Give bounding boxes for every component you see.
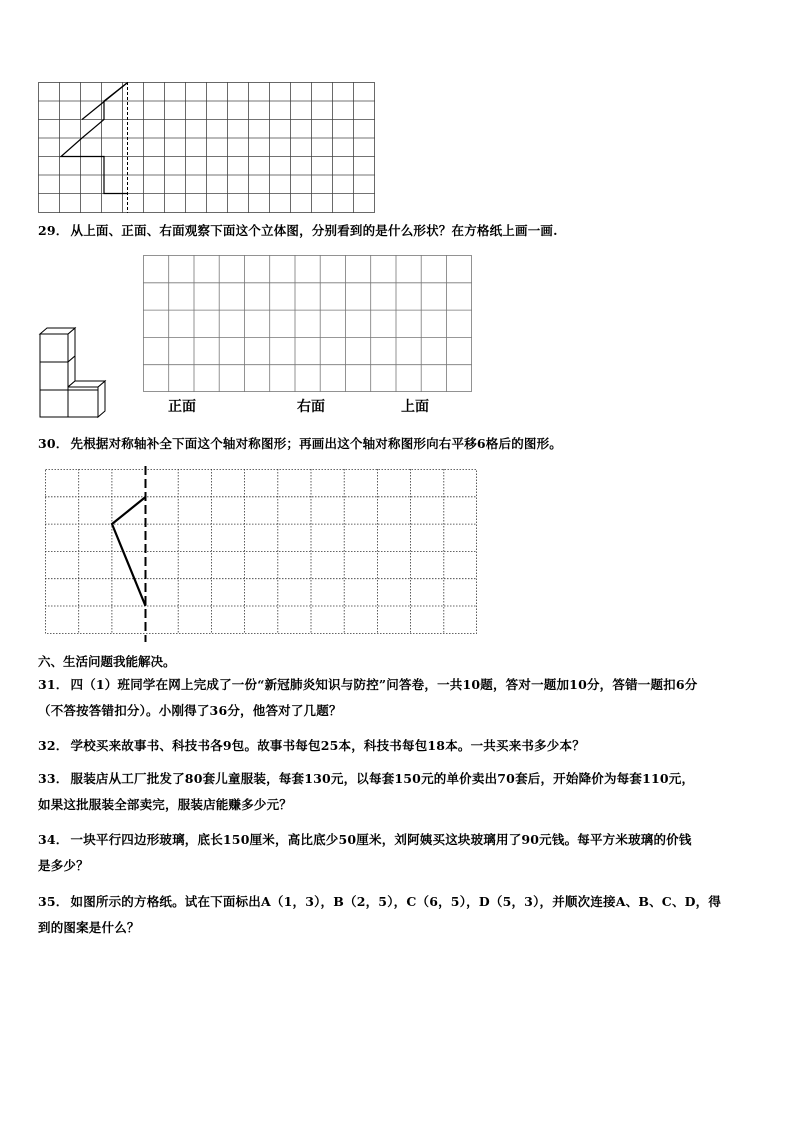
question-35-line1: 如图所示的方格纸。试在下面标出A（1，3），B（2，5），C（6，5），D（5，3），并顺次连接A、B、C、D，得: [70, 894, 722, 909]
question-33-line1: 服装店从工厂批发了80套儿童服装，每套130元，以每套150元的单价卖出70套后，开始降价为每套110元，: [70, 771, 695, 786]
question-35: [38, 889, 760, 941]
question-35-number: 35．: [38, 894, 69, 909]
question-32-number: 32．: [38, 738, 69, 753]
question-34-number: 34．: [38, 832, 69, 847]
question-31-number: 31．: [38, 677, 69, 692]
cube-stack: [38, 326, 113, 421]
question-30-number: 30．: [38, 436, 69, 451]
question-31-line1: 四（1）班同学在网上完成了一份“新冠肺炎知识与防控”问答卷，一共10题，答对一题加10分，答错一题扣6分: [70, 677, 698, 692]
q30-dotted-grid[interactable]: [45, 466, 479, 642]
question-29: [38, 218, 760, 244]
question-30-text: 先根据对称轴补全下面这个轴对称图形；再画出这个轴对称图形向右平移6格后的图形。: [70, 436, 562, 451]
view-label-top: 上面: [401, 399, 429, 415]
question-33-line2: 如果这批服装全部卖完，服装店能赚多少元？: [38, 797, 293, 812]
question-31: [38, 672, 760, 724]
question-30: [38, 431, 760, 457]
view-label-right: 右面: [297, 399, 325, 415]
top-grid-figure: [38, 82, 376, 214]
question-35-line2: 到的图案是什么？: [38, 920, 140, 935]
question-33: [38, 766, 760, 818]
question-29-number: 29．: [38, 223, 69, 238]
question-34-line2: 是多少？: [38, 858, 89, 873]
view-label-front: 正面: [168, 399, 196, 415]
question-34-line1: 一块平行四边形玻璃，底长150厘米，高比底少50厘米，刘阿姨买这块玻璃用了90元钱。每平方米玻璃的价钱: [70, 832, 692, 847]
question-33-number: 33．: [38, 771, 69, 786]
question-29-text: 从上面、正面、右面观察下面这个立体图，分别看到的是什么形状？在方格纸上画一画.: [70, 223, 558, 238]
section-6-title: 六、生活问题我能解决。: [38, 654, 176, 669]
top-grid-lines: [38, 82, 375, 213]
question-31-line2: （不答按答错扣分）。小刚得了36分，他答对了几题？: [38, 703, 342, 718]
question-32-text: 学校买来故事书、科技书各9包。故事书每包25本，科技书每包18本。一共买来书多少本？: [70, 738, 585, 753]
question-32: [38, 733, 760, 759]
q29-drawing-grid[interactable]: [143, 255, 473, 393]
question-34: [38, 827, 760, 879]
